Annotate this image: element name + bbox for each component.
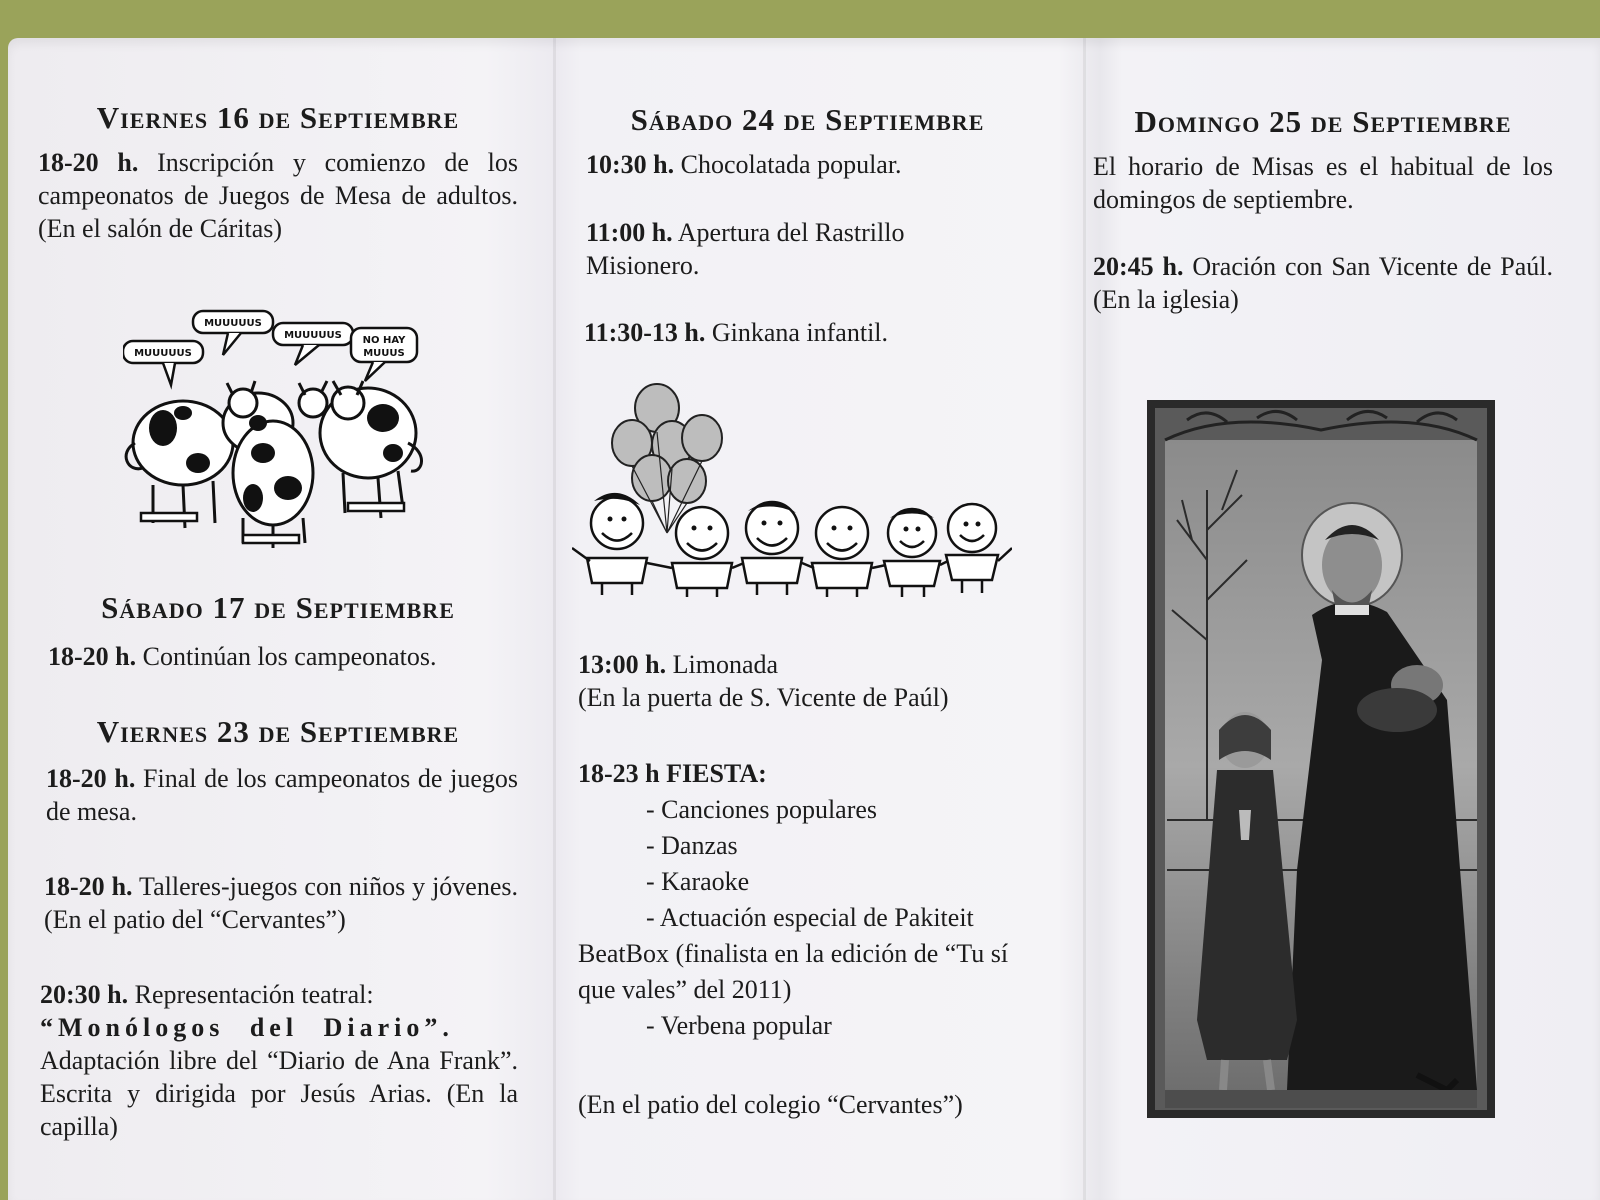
cows-illustration	[123, 303, 423, 553]
entry-text: Adaptación libre del “Diario de Ana Frank”. Escrita y dirigida por Jesús Arias. (En la capilla)	[40, 1046, 518, 1141]
entry-time: 18-20 h.	[44, 872, 133, 901]
entry-oracion	[1093, 250, 1553, 316]
entry-time: 20:45 h.	[1093, 252, 1184, 281]
children-balloons-illustration	[572, 383, 1012, 598]
entry-text: Apertura del Rastrillo Misionero.	[586, 218, 905, 280]
entry-text: Final de los campeonatos de juegos de mesa.	[46, 764, 519, 826]
fiesta-item: - Actuación especial de Pakiteit	[646, 903, 974, 932]
panel-left	[38, 38, 518, 1200]
entry-text: Oración con San Vicente de Paúl. (En la iglesia)	[1093, 252, 1553, 314]
fiesta-block	[578, 756, 1045, 1044]
fiesta-place: (En el patio del colegio “Cervantes”)	[578, 1090, 963, 1119]
entry-chocolatada	[586, 148, 1045, 181]
entry-ginkana	[584, 316, 1045, 349]
fiesta-item: - Canciones populares	[646, 795, 878, 824]
entry-time: 11:30-13 h.	[584, 318, 706, 347]
entry-text: Continúan los campeonatos.	[142, 642, 437, 671]
entry-time: 18-20 h.	[48, 642, 137, 671]
fold-line-right	[1083, 38, 1086, 1200]
entry-representacion	[40, 978, 518, 1143]
bubble-text-2: MUUUUUS	[204, 318, 262, 329]
entry-time: 20:30 h.	[40, 980, 129, 1009]
fiesta-item: - Verbena popular	[646, 1011, 832, 1040]
heading-viernes-16: Viernes 16 de Septiembre	[96, 100, 460, 135]
brochure-sheet	[8, 38, 1600, 1200]
entry-talleres	[44, 870, 518, 936]
play-title: “Monólogos del Diario”.	[40, 1013, 454, 1042]
san-vicente-image	[1147, 400, 1495, 1118]
heading-viernes-23: Viernes 23 de Septiembre	[96, 714, 460, 749]
fiesta-continuation: BeatBox (finalista en la edición de “Tu sí que vales” del 2011)	[578, 939, 1009, 1004]
entry-time: 18-20 h.	[46, 764, 136, 793]
fold-line-left	[553, 38, 556, 1200]
fiesta-item: - Karaoke	[646, 867, 750, 896]
entry-time: 13:00 h.	[578, 650, 667, 679]
entry-text: Chocolatada popular.	[680, 150, 902, 179]
entry-text: Talleres-juegos con niños y jóvenes. (En el patio del “Cervantes”)	[44, 872, 519, 934]
entry-text: Limonada	[672, 650, 779, 679]
bubble-text-4a: NO HAY	[362, 335, 406, 346]
entry-time: 11:00 h.	[586, 218, 673, 247]
panel-middle	[570, 38, 1045, 1200]
panel-right	[1093, 38, 1553, 1200]
entry-limonada	[578, 648, 1045, 714]
entry-inscripcion	[38, 146, 518, 245]
bubble-text-3: MUUUUUS	[284, 330, 342, 341]
bubble-text-4b: MUUUS	[363, 348, 405, 359]
fiesta-time: 18-23 h FIESTA:	[578, 759, 767, 788]
entry-time: 10:30 h.	[586, 150, 675, 179]
entry-text: Representación teatral:	[134, 980, 374, 1009]
entry-text: Inscripción y comienzo de los campeonatos de Juegos de Mesa de adultos. (En el salón de Cáritas)	[38, 148, 519, 243]
fiesta-item: - Danzas	[646, 831, 738, 860]
heading-sabado-24: Sábado 24 de Septiembre	[630, 102, 985, 137]
bubble-text-1: MUUUUUS	[134, 348, 192, 359]
entry-place: (En la puerta de S. Vicente de Paúl)	[578, 683, 949, 712]
entry-rastrillo	[586, 216, 905, 282]
entry-misas: El horario de Misas es el habitual de los domingos de septiembre.	[1093, 152, 1553, 214]
entry-final-campeonatos	[46, 762, 518, 828]
heading-sabado-17: Sábado 17 de Septiembre	[101, 590, 455, 625]
entry-text: Ginkana infantil.	[711, 318, 889, 347]
entry-time: 18-20 h.	[38, 148, 139, 177]
heading-domingo-25: Domingo 25 de Septiembre	[1134, 104, 1512, 139]
entry-continuan	[48, 640, 518, 673]
